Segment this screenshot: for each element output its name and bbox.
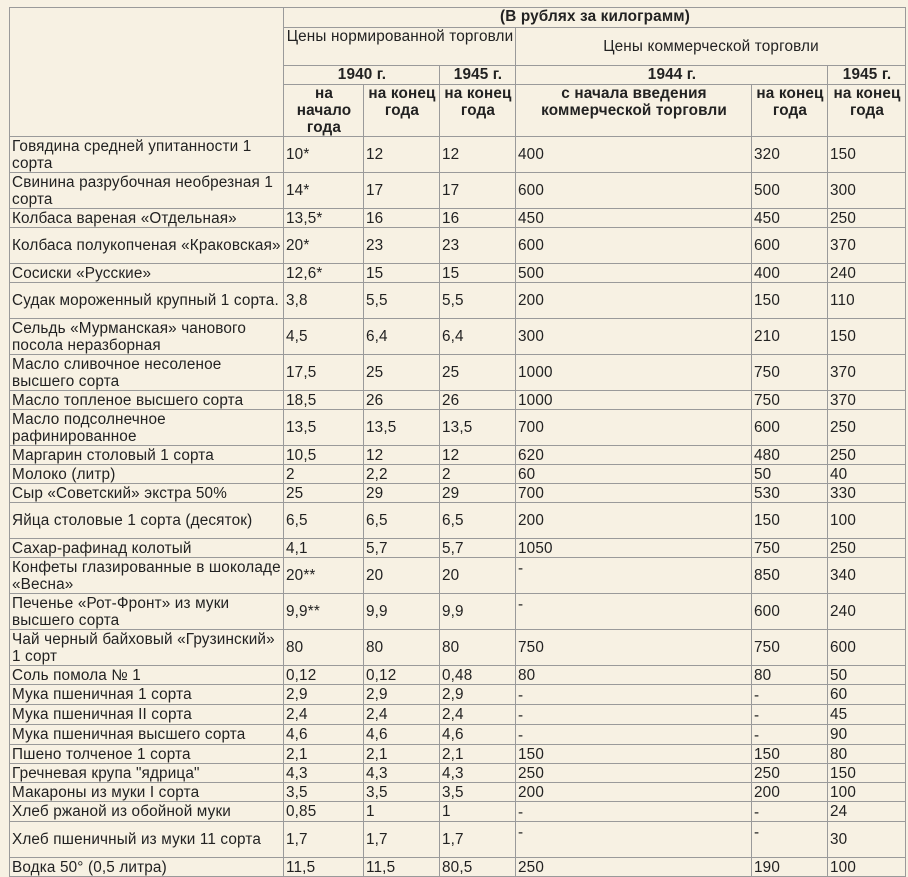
price-1940-start-cell: 3,5 <box>284 783 364 802</box>
price-1940-end-cell: 23 <box>364 228 440 264</box>
price-1940-end-cell: 12 <box>364 446 440 465</box>
price-1940-start-cell: 2,1 <box>284 745 364 764</box>
price-1944-start-cell: - <box>516 558 752 594</box>
product-name-cell: Говядина средней упитанности 1 сорта <box>10 137 284 173</box>
price-1945-normed-cell: 23 <box>440 228 516 264</box>
price-1940-start-cell: 3,8 <box>284 283 364 319</box>
price-1945-commercial-cell: 150 <box>828 137 906 173</box>
price-1944-start-cell: - <box>516 705 752 725</box>
price-1940-end-cell: 26 <box>364 391 440 410</box>
price-1944-start-cell: 250 <box>516 858 752 877</box>
price-1940-start-cell: 12,6* <box>284 264 364 283</box>
price-1945-normed-cell: 2,4 <box>440 705 516 725</box>
price-1945-commercial-cell: 370 <box>828 391 906 410</box>
price-1940-start-cell: 18,5 <box>284 391 364 410</box>
price-1944-end-cell: 850 <box>752 558 828 594</box>
price-1945-commercial-cell: 240 <box>828 594 906 630</box>
price-1945-commercial-cell: 110 <box>828 283 906 319</box>
price-1940-end-cell: 4,6 <box>364 725 440 745</box>
price-1945-normed-cell: 12 <box>440 446 516 465</box>
table-row <box>10 173 906 209</box>
price-1944-end-cell: 200 <box>752 783 828 802</box>
product-name-cell: Соль помола № 1 <box>10 666 284 685</box>
price-1940-end-cell: 2,9 <box>364 685 440 705</box>
table-row <box>10 228 906 264</box>
year-1945-commercial-header: 1945 г. <box>828 66 906 85</box>
price-1944-end-cell: 750 <box>752 355 828 391</box>
price-1945-commercial-cell: 100 <box>828 858 906 877</box>
table-row <box>10 764 906 783</box>
table-row <box>10 319 906 355</box>
price-1944-start-cell: 1050 <box>516 539 752 558</box>
price-1940-start-cell: 0,85 <box>284 802 364 822</box>
price-1944-end-cell: - <box>752 802 828 822</box>
table-row <box>10 802 906 822</box>
price-1945-normed-cell: 2 <box>440 465 516 484</box>
price-1940-end-cell: 2,2 <box>364 465 440 484</box>
table-row <box>10 783 906 802</box>
price-1944-end-cell: 320 <box>752 137 828 173</box>
price-1940-end-cell: 11,5 <box>364 858 440 877</box>
price-1945-commercial-cell: 50 <box>828 666 906 685</box>
table-row <box>10 209 906 228</box>
price-1945-normed-cell: 9,9 <box>440 594 516 630</box>
table-body <box>10 137 906 877</box>
price-1940-end-cell: 3,5 <box>364 783 440 802</box>
price-1945-commercial-cell: 250 <box>828 410 906 446</box>
price-1940-start-cell: 14* <box>284 173 364 209</box>
price-1945-commercial-cell: 250 <box>828 209 906 228</box>
product-name-cell: Яйца столовые 1 сорта (десяток) <box>10 503 284 539</box>
price-1940-end-cell: 20 <box>364 558 440 594</box>
price-1944-start-cell: 500 <box>516 264 752 283</box>
price-1944-start-cell: 700 <box>516 484 752 503</box>
price-1945-normed-cell: 4,3 <box>440 764 516 783</box>
price-1945-normed-cell: 2,9 <box>440 685 516 705</box>
table-row <box>10 705 906 725</box>
commercial-trade-header: Цены коммерческой торговли <box>516 28 906 66</box>
price-1945-commercial-cell: 40 <box>828 465 906 484</box>
price-1945-commercial-cell: 150 <box>828 764 906 783</box>
price-1945-commercial-cell: 80 <box>828 745 906 764</box>
normed-trade-header: Цены нормированной торговли <box>284 28 516 66</box>
price-1945-normed-cell: 17 <box>440 173 516 209</box>
price-1940-start-cell: 13,5 <box>284 410 364 446</box>
price-1945-normed-cell: 0,48 <box>440 666 516 685</box>
price-1940-start-cell: 13,5* <box>284 209 364 228</box>
price-1945-normed-cell: 26 <box>440 391 516 410</box>
price-1940-start-cell: 17,5 <box>284 355 364 391</box>
price-1945-commercial-cell: 30 <box>828 822 906 858</box>
product-name-cell: Сосиски «Русские» <box>10 264 284 283</box>
price-1944-end-cell: 530 <box>752 484 828 503</box>
price-1944-end-cell: 400 <box>752 264 828 283</box>
price-1940-end-cell: 5,7 <box>364 539 440 558</box>
price-1940-start-cell: 10* <box>284 137 364 173</box>
price-1944-end-cell: - <box>752 725 828 745</box>
price-1944-start-cell: 80 <box>516 666 752 685</box>
price-1944-end-cell: 150 <box>752 283 828 319</box>
price-1945-normed-cell: 2,1 <box>440 745 516 764</box>
year-1944-header: 1944 г. <box>516 66 828 85</box>
price-1940-start-cell: 11,5 <box>284 858 364 877</box>
product-name-cell: Мука пшеничная 1 сорта <box>10 685 284 705</box>
price-1945-normed-cell: 5,7 <box>440 539 516 558</box>
price-1944-start-cell: - <box>516 822 752 858</box>
price-1945-normed-cell: 12 <box>440 137 516 173</box>
col-1940-start-header: на начало года <box>284 85 364 137</box>
price-1945-normed-cell: 6,4 <box>440 319 516 355</box>
price-1944-end-cell: - <box>752 705 828 725</box>
price-1940-start-cell: 2,4 <box>284 705 364 725</box>
price-1940-end-cell: 6,4 <box>364 319 440 355</box>
price-1940-end-cell: 29 <box>364 484 440 503</box>
price-1944-start-cell: - <box>516 685 752 705</box>
product-name-cell: Мука пшеничная II сорта <box>10 705 284 725</box>
price-1940-end-cell: 5,5 <box>364 283 440 319</box>
price-1940-start-cell: 80 <box>284 630 364 666</box>
product-name-cell: Масло подсолнечное рафинированное <box>10 410 284 446</box>
units-caption: (В рублях за килограмм) <box>284 8 906 28</box>
price-1945-commercial-cell: 370 <box>828 228 906 264</box>
product-name-cell: Колбаса полукопченая «Краковская» <box>10 228 284 264</box>
price-1940-end-cell: 25 <box>364 355 440 391</box>
price-1944-end-cell: 250 <box>752 764 828 783</box>
price-1944-end-cell: 150 <box>752 745 828 764</box>
price-1944-start-cell: 620 <box>516 446 752 465</box>
product-name-cell: Молоко (литр) <box>10 465 284 484</box>
price-1940-start-cell: 10,5 <box>284 446 364 465</box>
table-row <box>10 594 906 630</box>
price-1940-end-cell: 1,7 <box>364 822 440 858</box>
product-name-cell: Гречневая крупа "ядрица" <box>10 764 284 783</box>
product-name-cell: Макароны из муки I сорта <box>10 783 284 802</box>
product-name-cell: Печенье «Рот-Фронт» из муки высшего сорта <box>10 594 284 630</box>
price-1945-commercial-cell: 300 <box>828 173 906 209</box>
price-1944-start-cell: 1000 <box>516 391 752 410</box>
price-1945-normed-cell: 20 <box>440 558 516 594</box>
product-name-cell: Сыр «Советский» экстра 50% <box>10 484 284 503</box>
price-1944-start-cell: - <box>516 802 752 822</box>
price-1944-start-cell: 60 <box>516 465 752 484</box>
table-row <box>10 355 906 391</box>
table-row <box>10 484 906 503</box>
product-name-cell: Свинина разрубочная необрезная 1 сорта <box>10 173 284 209</box>
price-1940-start-cell: 1,7 <box>284 822 364 858</box>
table-row <box>10 264 906 283</box>
price-1945-normed-cell: 4,6 <box>440 725 516 745</box>
table-row <box>10 137 906 173</box>
col-1945-normed-end-header: на конец года <box>440 85 516 137</box>
price-1944-start-cell: 150 <box>516 745 752 764</box>
price-1944-start-cell: - <box>516 594 752 630</box>
table-row <box>10 558 906 594</box>
price-1944-end-cell: 750 <box>752 630 828 666</box>
product-name-cell: Масло сливочное несоленое высшего сорта <box>10 355 284 391</box>
price-1945-normed-cell: 80 <box>440 630 516 666</box>
price-1944-end-cell: 600 <box>752 228 828 264</box>
price-1945-commercial-cell: 340 <box>828 558 906 594</box>
price-1940-end-cell: 1 <box>364 802 440 822</box>
price-1940-start-cell: 0,12 <box>284 666 364 685</box>
price-1940-end-cell: 16 <box>364 209 440 228</box>
price-1944-start-cell: 250 <box>516 764 752 783</box>
price-1945-normed-cell: 1 <box>440 802 516 822</box>
price-1945-normed-cell: 80,5 <box>440 858 516 877</box>
price-1944-end-cell: 50 <box>752 465 828 484</box>
table-row <box>10 465 906 484</box>
price-1940-start-cell: 4,3 <box>284 764 364 783</box>
price-1944-start-cell: 450 <box>516 209 752 228</box>
price-1940-end-cell: 12 <box>364 137 440 173</box>
price-1940-start-cell: 6,5 <box>284 503 364 539</box>
product-name-cell: Хлеб ржаной из обойной муки <box>10 802 284 822</box>
price-1940-start-cell: 20* <box>284 228 364 264</box>
price-1944-start-cell: 1000 <box>516 355 752 391</box>
price-1940-end-cell: 0,12 <box>364 666 440 685</box>
price-1945-commercial-cell: 250 <box>828 446 906 465</box>
price-1940-end-cell: 9,9 <box>364 594 440 630</box>
price-1944-end-cell: 450 <box>752 209 828 228</box>
price-1940-start-cell: 9,9** <box>284 594 364 630</box>
price-1940-end-cell: 17 <box>364 173 440 209</box>
price-1944-start-cell: 600 <box>516 228 752 264</box>
price-1944-end-cell: 600 <box>752 594 828 630</box>
col-1940-end-header: на конец года <box>364 85 440 137</box>
price-1945-commercial-cell: 150 <box>828 319 906 355</box>
price-1944-end-cell: 750 <box>752 391 828 410</box>
table-row <box>10 539 906 558</box>
price-1945-normed-cell: 16 <box>440 209 516 228</box>
table-row <box>10 503 906 539</box>
price-1944-start-cell: 750 <box>516 630 752 666</box>
price-1940-end-cell: 13,5 <box>364 410 440 446</box>
price-1945-normed-cell: 5,5 <box>440 283 516 319</box>
product-name-cell: Конфеты глазированные в шоколаде «Весна» <box>10 558 284 594</box>
table-row <box>10 822 906 858</box>
table-row <box>10 410 906 446</box>
price-1944-end-cell: - <box>752 685 828 705</box>
price-1940-start-cell: 20** <box>284 558 364 594</box>
table-row <box>10 446 906 465</box>
price-1944-start-cell: - <box>516 725 752 745</box>
price-1940-end-cell: 2,1 <box>364 745 440 764</box>
price-1945-commercial-cell: 330 <box>828 484 906 503</box>
product-name-cell: Судак мороженный крупный 1 сорта. <box>10 283 284 319</box>
product-name-cell: Мука пшеничная высшего сорта <box>10 725 284 745</box>
col-1944-end-header: на конец года <box>752 85 828 137</box>
price-1945-commercial-cell: 24 <box>828 802 906 822</box>
price-1940-start-cell: 25 <box>284 484 364 503</box>
price-1944-end-cell: 190 <box>752 858 828 877</box>
header-corner <box>10 8 284 137</box>
price-1945-normed-cell: 29 <box>440 484 516 503</box>
product-name-cell: Колбаса вареная «Отдельная» <box>10 209 284 228</box>
price-1945-commercial-cell: 100 <box>828 503 906 539</box>
price-1945-normed-cell: 25 <box>440 355 516 391</box>
table-row <box>10 283 906 319</box>
price-1945-commercial-cell: 90 <box>828 725 906 745</box>
price-1944-start-cell: 600 <box>516 173 752 209</box>
product-name-cell: Чай черный байховый «Грузинский» 1 сорт <box>10 630 284 666</box>
year-1940-header: 1940 г. <box>284 66 440 85</box>
price-1940-end-cell: 15 <box>364 264 440 283</box>
product-name-cell: Пшено толченое 1 сорта <box>10 745 284 764</box>
price-1940-end-cell: 6,5 <box>364 503 440 539</box>
price-1944-start-cell: 200 <box>516 783 752 802</box>
price-1944-start-cell: 200 <box>516 283 752 319</box>
price-1945-commercial-cell: 250 <box>828 539 906 558</box>
price-1944-start-cell: 300 <box>516 319 752 355</box>
price-1940-start-cell: 2 <box>284 465 364 484</box>
col-1945-commercial-end-header: на конец года <box>828 85 906 137</box>
table-row <box>10 725 906 745</box>
price-1944-end-cell: - <box>752 822 828 858</box>
price-1940-start-cell: 2,9 <box>284 685 364 705</box>
price-1945-commercial-cell: 600 <box>828 630 906 666</box>
price-1944-end-cell: 210 <box>752 319 828 355</box>
price-1945-commercial-cell: 60 <box>828 685 906 705</box>
table-row <box>10 858 906 877</box>
price-1945-normed-cell: 6,5 <box>440 503 516 539</box>
table-row <box>10 685 906 705</box>
price-1940-start-cell: 4,6 <box>284 725 364 745</box>
price-1940-start-cell: 4,1 <box>284 539 364 558</box>
product-name-cell: Водка 50° (0,5 литра) <box>10 858 284 877</box>
price-1944-end-cell: 80 <box>752 666 828 685</box>
price-1944-end-cell: 600 <box>752 410 828 446</box>
price-1945-normed-cell: 13,5 <box>440 410 516 446</box>
price-table <box>9 7 906 877</box>
price-1940-end-cell: 80 <box>364 630 440 666</box>
table-row <box>10 630 906 666</box>
price-1940-end-cell: 2,4 <box>364 705 440 725</box>
price-1944-end-cell: 480 <box>752 446 828 465</box>
year-1945-normed-header: 1945 г. <box>440 66 516 85</box>
product-name-cell: Масло топленое высшего сорта <box>10 391 284 410</box>
product-name-cell: Сахар-рафинад колотый <box>10 539 284 558</box>
table-row <box>10 391 906 410</box>
table-row <box>10 745 906 764</box>
price-1945-normed-cell: 1,7 <box>440 822 516 858</box>
table-row <box>10 666 906 685</box>
price-1944-end-cell: 500 <box>752 173 828 209</box>
price-1945-commercial-cell: 45 <box>828 705 906 725</box>
product-name-cell: Сельдь «Мурманская» чанового посола неразборная <box>10 319 284 355</box>
price-1945-commercial-cell: 370 <box>828 355 906 391</box>
price-1945-commercial-cell: 100 <box>828 783 906 802</box>
price-1944-start-cell: 700 <box>516 410 752 446</box>
price-1940-start-cell: 4,5 <box>284 319 364 355</box>
price-1945-normed-cell: 15 <box>440 264 516 283</box>
price-1944-start-cell: 400 <box>516 137 752 173</box>
product-name-cell: Хлеб пшеничный из муки 11 сорта <box>10 822 284 858</box>
table-header <box>10 8 906 137</box>
price-1944-end-cell: 150 <box>752 503 828 539</box>
price-1940-end-cell: 4,3 <box>364 764 440 783</box>
price-1945-commercial-cell: 240 <box>828 264 906 283</box>
col-1944-start-header: с начала введения коммерческой торговли <box>516 85 752 137</box>
price-1945-normed-cell: 3,5 <box>440 783 516 802</box>
price-1944-end-cell: 750 <box>752 539 828 558</box>
price-1944-start-cell: 200 <box>516 503 752 539</box>
product-name-cell: Маргарин столовый 1 сорта <box>10 446 284 465</box>
